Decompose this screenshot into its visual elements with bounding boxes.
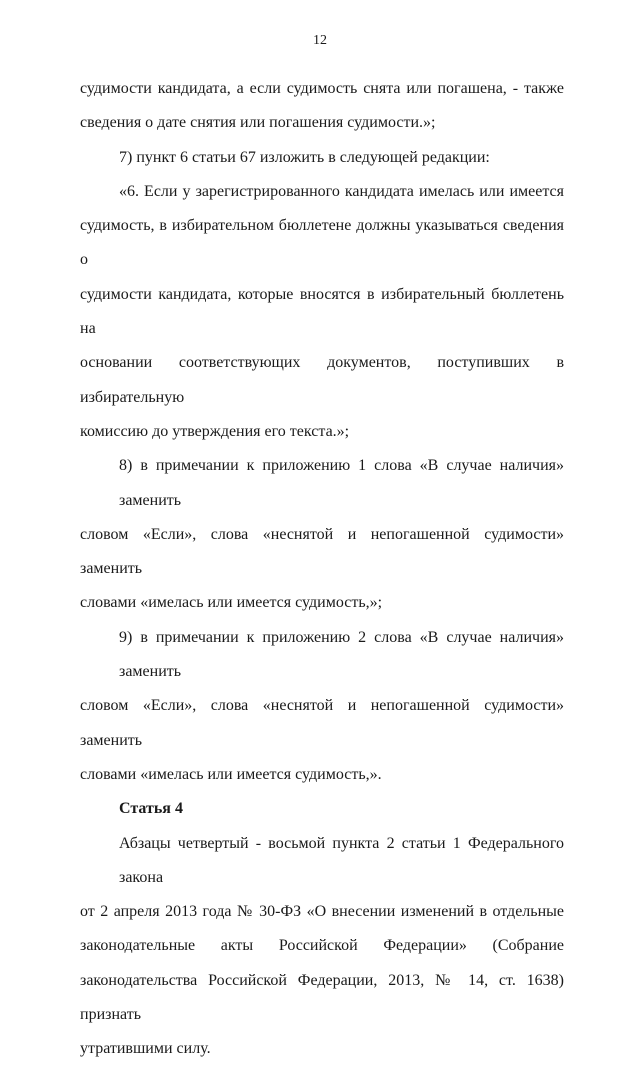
text-line: 7) пункт 6 статьи 67 изложить в следующей редакции: [119,148,490,166]
text-line: законодательные акты Российской Федерации» (Собрание [80,937,564,955]
text-line: комиссию до утверждения его текста.»; [80,422,350,440]
paragraph-item-7 [80,141,564,175]
paragraph-item-9 [80,621,564,792]
text-line: основании соответствующих документов, поступивших в избирательную [80,354,564,406]
text-line: словами «имелась или имеется судимость,»; [80,594,383,612]
text-line: словом «Если», слова «неснятой и непогашенной судимости» заменить [80,525,564,578]
text-line: Абзацы четвертый - восьмой пункта 2 статьи 1 Федерального закона [119,834,564,886]
text-line: судимость, в избирательном бюллетене должны указываться сведения о [80,217,564,269]
text-line: 8) в примечании к приложению 1 слова «В случае наличия» заменить [119,457,564,509]
text-line: утратившими силу. [80,1040,211,1058]
text-line: словом «Если», слова «неснятой и непогашенной судимости» заменить [80,697,564,749]
text-line: судимости кандидата, которые вносятся в избирательный бюллетень на [80,285,564,338]
text-line: сведения о дате снятия или погашения судимости.»; [80,114,436,132]
page-number: 12 [313,33,327,48]
paragraph-continuation [80,72,564,141]
text-line: от 2 апреля 2013 года № 30-ФЗ «О внесении изменений в отдельные [80,903,564,921]
text-line: словами «имелась или имеется судимость,». [80,765,382,783]
paragraph-item-8 [80,449,564,620]
text-line: 9) в примечании к приложению 2 слова «В случае наличия» заменить [119,628,564,681]
paragraph-quote-6 [80,175,564,449]
text-line: «6. Если у зарегистрированного кандидата имелась или имеется [119,182,564,200]
article-heading: Статья 4 [119,800,183,818]
text-line: судимости кандидата, а если судимость снята или погашена, - также [80,80,564,97]
paragraph-article-4 [80,827,564,1067]
document-body [80,72,564,1067]
text-line: законодательства Российской Федерации, 2013, № 14, ст. 1638) признать [80,971,564,1024]
